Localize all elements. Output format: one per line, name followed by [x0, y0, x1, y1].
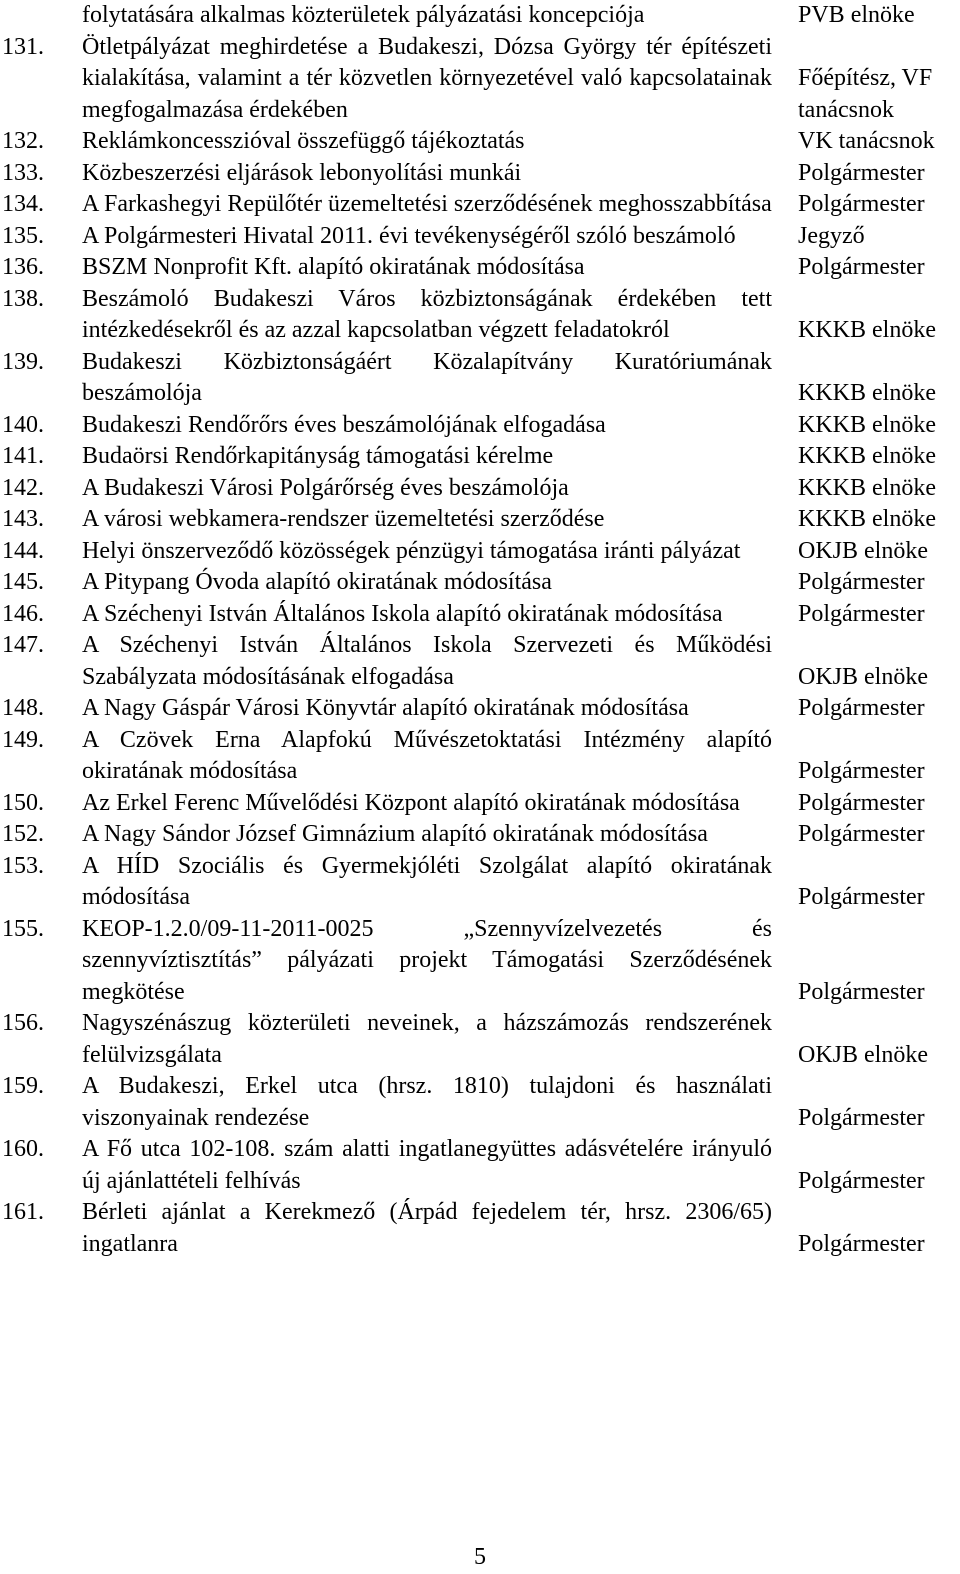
item-number: 132.: [2, 128, 44, 154]
item-responsible: [772, 473, 960, 505]
responsible-line: KKKB elnöke: [798, 380, 936, 406]
agenda-row: [0, 473, 960, 505]
item-number: 138.: [2, 285, 44, 312]
item-subject: Budakeszi Közbiztonságáért Közalapítvány Kuratóriumának beszámolója: [82, 348, 772, 406]
item-number: 147.: [2, 632, 44, 658]
responsible-line: Polgármester: [798, 821, 925, 847]
responsible-line: KKKB elnöke: [798, 443, 936, 469]
item-responsible: [772, 1040, 960, 1072]
responsible-line: OKJB elnöke: [798, 663, 928, 690]
responsible-line: KKKB elnöke: [798, 411, 936, 438]
item-number: 161.: [2, 1199, 44, 1225]
item-number: 136.: [2, 254, 44, 280]
responsible-line: Jegyző: [798, 222, 865, 249]
item-subject: A Széchenyi István Általános Iskola Szervezeti és Működési Szabályzata módosításának elfogadása: [82, 632, 772, 690]
item-responsible: [772, 599, 960, 631]
item-responsible: [772, 1166, 960, 1198]
item-subject: Ötletpályázat meghirdetése a Budakeszi, Dózsa György tér építészeti kialakítása, valamint a tér közvetlen környezetével való kapcsolatainak megfogalmazása érdekében: [82, 33, 772, 123]
item-responsible: [772, 410, 960, 442]
item-number: 148.: [2, 695, 44, 721]
item-subject: Az Erkel Ferenc Művelődési Központ alapító okiratának módosítása: [82, 789, 740, 816]
item-subject: Budakeszi Rendőrőrs éves beszámolójának elfogadása: [82, 411, 606, 438]
item-subject: Közbeszerzési eljárások lebonyolítási munkái: [82, 159, 522, 186]
agenda-row: [0, 32, 960, 127]
responsible-line: KKKB elnöke: [798, 506, 936, 532]
agenda-row: [0, 630, 960, 693]
item-number: 139.: [2, 348, 44, 375]
responsible-line: Polgármester: [798, 1104, 925, 1131]
item-subject: Helyi önszerveződő közösségek pénzügyi támogatása iránti pályázat: [82, 537, 741, 564]
item-subject: KEOP-1.2.0/09-11-2011-0025 „Szennyvízelvezetés és szennyvíztisztítás” pályázati projekt Támogatási Szerződésének megkötése: [82, 915, 772, 1005]
agenda-row: [0, 1008, 960, 1071]
item-responsible: [772, 1103, 960, 1135]
responsible-line: Polgármester: [798, 695, 925, 721]
agenda-row: [0, 536, 960, 568]
responsible-line: Polgármester: [798, 600, 925, 627]
item-responsible: [772, 977, 960, 1009]
item-responsible: [772, 819, 960, 851]
agenda-row: [0, 504, 960, 536]
item-number: 155.: [2, 915, 44, 942]
item-number: 140.: [2, 411, 44, 438]
agenda-row: [0, 158, 960, 190]
agenda-row: [0, 189, 960, 221]
agenda-row: [0, 693, 960, 725]
item-number: 150.: [2, 789, 44, 816]
responsible-line: Polgármester: [798, 758, 925, 784]
item-responsible: [772, 882, 960, 914]
item-subject: A Farkashegyi Repülőtér üzemeltetési szerződésének meghosszabbítása: [82, 191, 772, 217]
item-number: 145.: [2, 569, 44, 595]
agenda-row: [0, 1197, 960, 1260]
agenda-row: [0, 1071, 960, 1134]
item-subject: A Budakeszi, Erkel utca (hrsz. 1810) tulajdoni és használati viszonyainak rendezése: [82, 1073, 772, 1131]
agenda-row: [0, 252, 960, 284]
agenda-row: [0, 788, 960, 820]
item-responsible: [772, 693, 960, 725]
responsible-line: Főépítész, VF: [798, 65, 933, 91]
item-subject: Beszámoló Budakeszi Város közbiztonságának érdekében tett intézkedésekről és az azzal kapcsolatban végzett feladatokról: [82, 285, 772, 343]
responsible-line: Polgármester: [798, 978, 925, 1005]
item-responsible: [772, 252, 960, 284]
responsible-line: KKKB elnöke: [798, 317, 936, 343]
item-responsible: [772, 536, 960, 568]
item-responsible: [772, 1229, 960, 1261]
item-subject: Bérleti ajánlat a Kerekmező (Árpád fejedelem tér, hrsz. 2306/65) ingatlanra: [82, 1199, 772, 1257]
responsible-line: Polgármester: [798, 191, 925, 217]
item-number: 131.: [2, 33, 44, 60]
item-responsible: [772, 567, 960, 599]
responsible-line: KKKB elnöke: [798, 474, 936, 501]
responsible-line: VK tanácsnok: [798, 128, 935, 154]
item-number: 156.: [2, 1010, 44, 1036]
item-responsible: [772, 63, 960, 126]
item-subject: A Fő utca 102-108. szám alatti ingatlanegyüttes adásvételére irányuló új ajánlattételi felhívás: [82, 1136, 772, 1194]
agenda-row: [0, 410, 960, 442]
item-number: 142.: [2, 474, 44, 501]
responsible-line: tanácsnok: [798, 96, 894, 123]
responsible-line: Polgármester: [798, 1230, 925, 1257]
item-subject: A Nagy Gáspár Városi Könyvtár alapító okiratának módosítása: [82, 695, 689, 721]
agenda-row: [0, 599, 960, 631]
item-subject: A Budakeszi Városi Polgárőrség éves beszámolója: [82, 474, 569, 501]
agenda-row: [0, 221, 960, 253]
responsible-line: PVB elnöke: [798, 2, 915, 28]
agenda-row: [0, 567, 960, 599]
item-responsible: [772, 441, 960, 473]
item-number: 144.: [2, 537, 44, 564]
item-responsible: [772, 378, 960, 410]
item-subject: A Czövek Erna Alapfokú Művészetoktatási Intézmény alapító okiratának módosítása: [82, 726, 772, 784]
responsible-line: Polgármester: [798, 884, 925, 910]
item-subject: Reklámkoncesszióval összefüggő tájékoztatás: [82, 128, 525, 154]
responsible-line: Polgármester: [798, 159, 925, 186]
item-subject: A Polgármesteri Hivatal 2011. évi tevékenységéről szóló beszámoló: [82, 222, 736, 249]
item-subject: Nagyszénászug közterületi neveinek, a házszámozás rendszerének felülvizsgálata: [82, 1010, 772, 1068]
agenda-row: [0, 126, 960, 158]
item-subject: A Széchenyi István Általános Iskola alapító okiratának módosítása: [82, 600, 723, 627]
item-number: 143.: [2, 506, 44, 532]
item-subject: A HÍD Szociális és Gyermekjóléti Szolgálat alapító okiratának módosítása: [82, 852, 772, 910]
page-number: 5: [474, 1544, 486, 1570]
agenda-row: [0, 284, 960, 347]
responsible-line: Polgármester: [798, 1167, 925, 1194]
item-subject: folytatására alkalmas közterületek pályázatási koncepciója: [82, 2, 645, 28]
responsible-line: OKJB elnöke: [798, 1041, 928, 1068]
item-responsible: [772, 221, 960, 253]
item-number: 133.: [2, 159, 44, 186]
item-responsible: [772, 756, 960, 788]
item-subject: Budaörsi Rendőrkapitányság támogatási kérelme: [82, 443, 554, 469]
responsible-line: Polgármester: [798, 789, 925, 816]
agenda-row: [0, 725, 960, 788]
responsible-line: Polgármester: [798, 569, 925, 595]
item-subject: BSZM Nonprofit Kft. alapító okiratának módosítása: [82, 254, 585, 280]
item-number: 141.: [2, 443, 44, 469]
item-responsible: [772, 788, 960, 820]
agenda-row: [0, 0, 960, 32]
item-responsible: [772, 504, 960, 536]
agenda-row: [0, 851, 960, 914]
item-responsible: [772, 0, 960, 32]
responsible-line: Polgármester: [798, 254, 925, 280]
item-number: 152.: [2, 821, 44, 847]
agenda-row: [0, 347, 960, 410]
item-number: 159.: [2, 1073, 44, 1099]
item-responsible: [772, 189, 960, 221]
item-responsible: [772, 126, 960, 158]
agenda-row: [0, 441, 960, 473]
item-number: 153.: [2, 852, 44, 879]
item-responsible: [772, 158, 960, 190]
item-responsible: [772, 662, 960, 694]
item-subject: A városi webkamera-rendszer üzemeltetési szerződése: [82, 506, 605, 532]
item-number: 149.: [2, 726, 44, 753]
item-number: 135.: [2, 222, 44, 249]
item-number: 134.: [2, 191, 44, 217]
item-responsible: [772, 315, 960, 347]
agenda-row: [0, 914, 960, 1009]
agenda-row: [0, 1134, 960, 1197]
responsible-line: OKJB elnöke: [798, 537, 928, 564]
item-number: 160.: [2, 1136, 44, 1162]
item-subject: A Pitypang Óvoda alapító okiratának módosítása: [82, 569, 552, 595]
item-subject: A Nagy Sándor József Gimnázium alapító okiratának módosítása: [82, 821, 708, 847]
agenda-row: [0, 819, 960, 851]
item-number: 146.: [2, 600, 44, 627]
